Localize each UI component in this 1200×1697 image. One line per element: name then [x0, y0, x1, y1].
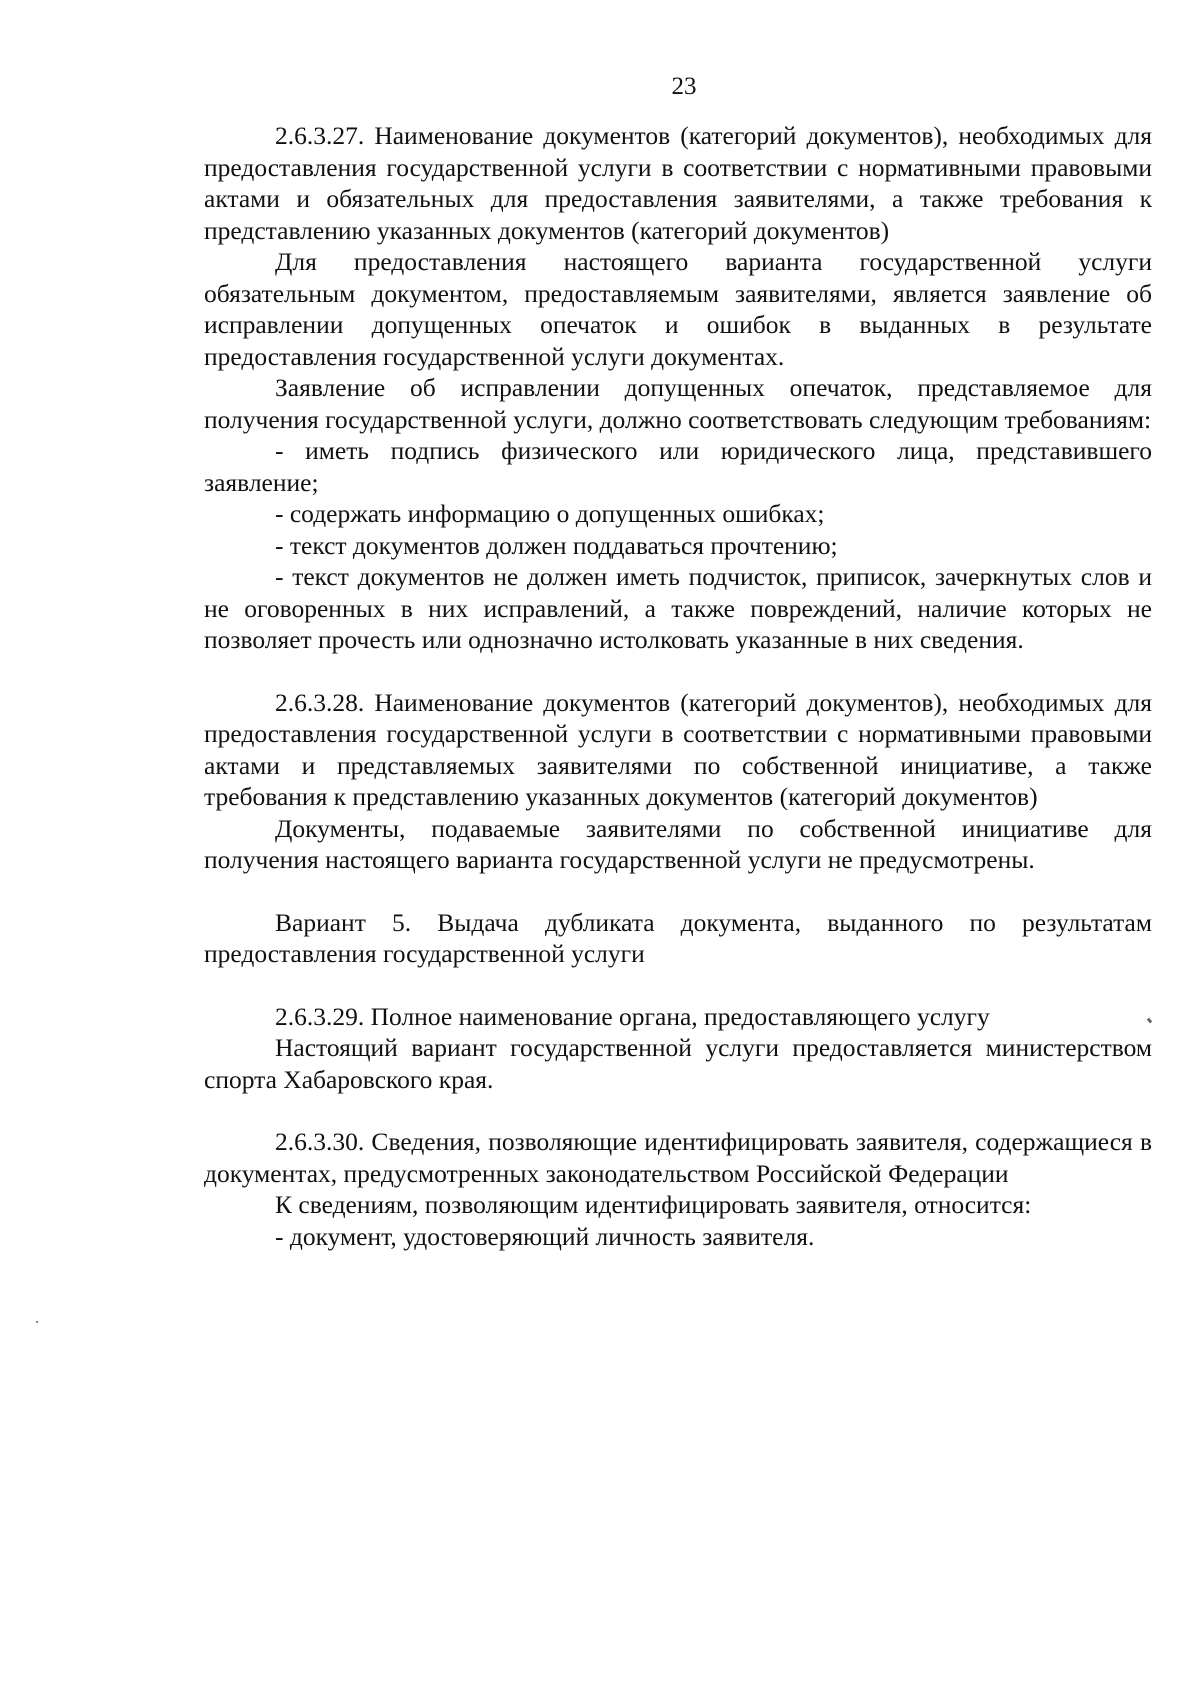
requirement-item-readable: - текст документов должен поддаваться прочтению; — [275, 530, 838, 560]
variant-5-heading: Вариант 5. Выдача дубликата документа, выданного по результатам предоставления государственной услуги — [204, 907, 1152, 968]
section-2-6-3-30-heading: 2.6.3.30. Сведения, позволяющие идентифицировать заявителя, содержащиеся в документах, предусмотренных законодательством Российской Федерации — [204, 1127, 1152, 1188]
requirement-item-no-corrections: - текст документов не должен иметь подчисток, приписок, зачеркнутых слов и не оговоренных в них исправлений, а также повреждений, наличие которых не позволяет прочесть или однозначно истолковать указанные в них сведения. — [204, 562, 1152, 654]
section-2-6-3-29-heading: 2.6.3.29. Полное наименование органа, предоставляющего услугу — [275, 1001, 990, 1031]
section-2-6-3-29-paragraph-1: Настоящий вариант государственной услуги предоставляется министерством спорта Хабаровского края. — [204, 1033, 1152, 1094]
section-2-6-3-28-heading: 2.6.3.28. Наименование документов (категорий документов), необходимых для предоставления государственной услуги в соответствии с нормативными правовыми актами и представляемых заявителями по собственной инициативе, а также требования к представлению указанных документов (категорий документов) — [204, 687, 1152, 811]
document-body — [204, 120, 1152, 1252]
scan-speck — [36, 1321, 38, 1323]
section-2-6-3-27-paragraph-1: Для предоставления настоящего варианта государственной услуги обязательным документом, предоставляемым заявителями, является заявление об исправлении допущенных опечаток и ошибок в выданных в результате предоставления государственной услуги документах. — [204, 247, 1152, 371]
section-2-6-3-27-paragraph-2: Заявление об исправлении допущенных опечаток, представляемое для получения государственной услуги, должно соответствовать следующим требованиям: — [204, 373, 1152, 434]
requirement-item-errors-info: - содержать информацию о допущенных ошибках; — [275, 499, 825, 528]
section-2-6-3-28-paragraph-1: Документы, подаваемые заявителями по собственной инициативе для получения настоящего варианта государственной услуги не предусмотрены. — [204, 813, 1152, 874]
section-2-6-3-30-paragraph-1: К сведениям, позволяющим идентифицировать заявителя, относится: — [275, 1190, 1032, 1219]
page-number: 23 — [671, 73, 697, 100]
identification-item-id-document: - документ, удостоверяющий личность заявителя. — [275, 1221, 815, 1251]
requirement-item-signature: - иметь подпись физического или юридического лица, представившего заявление; — [204, 436, 1152, 497]
section-2-6-3-27-heading: 2.6.3.27. Наименование документов (категорий документов), необходимых для предоставления государственной услуги в соответствии с нормативными правовыми актами и обязательных для предоставления заявителями, а также требования к представлению указанных документов (категорий документов) — [204, 121, 1152, 245]
